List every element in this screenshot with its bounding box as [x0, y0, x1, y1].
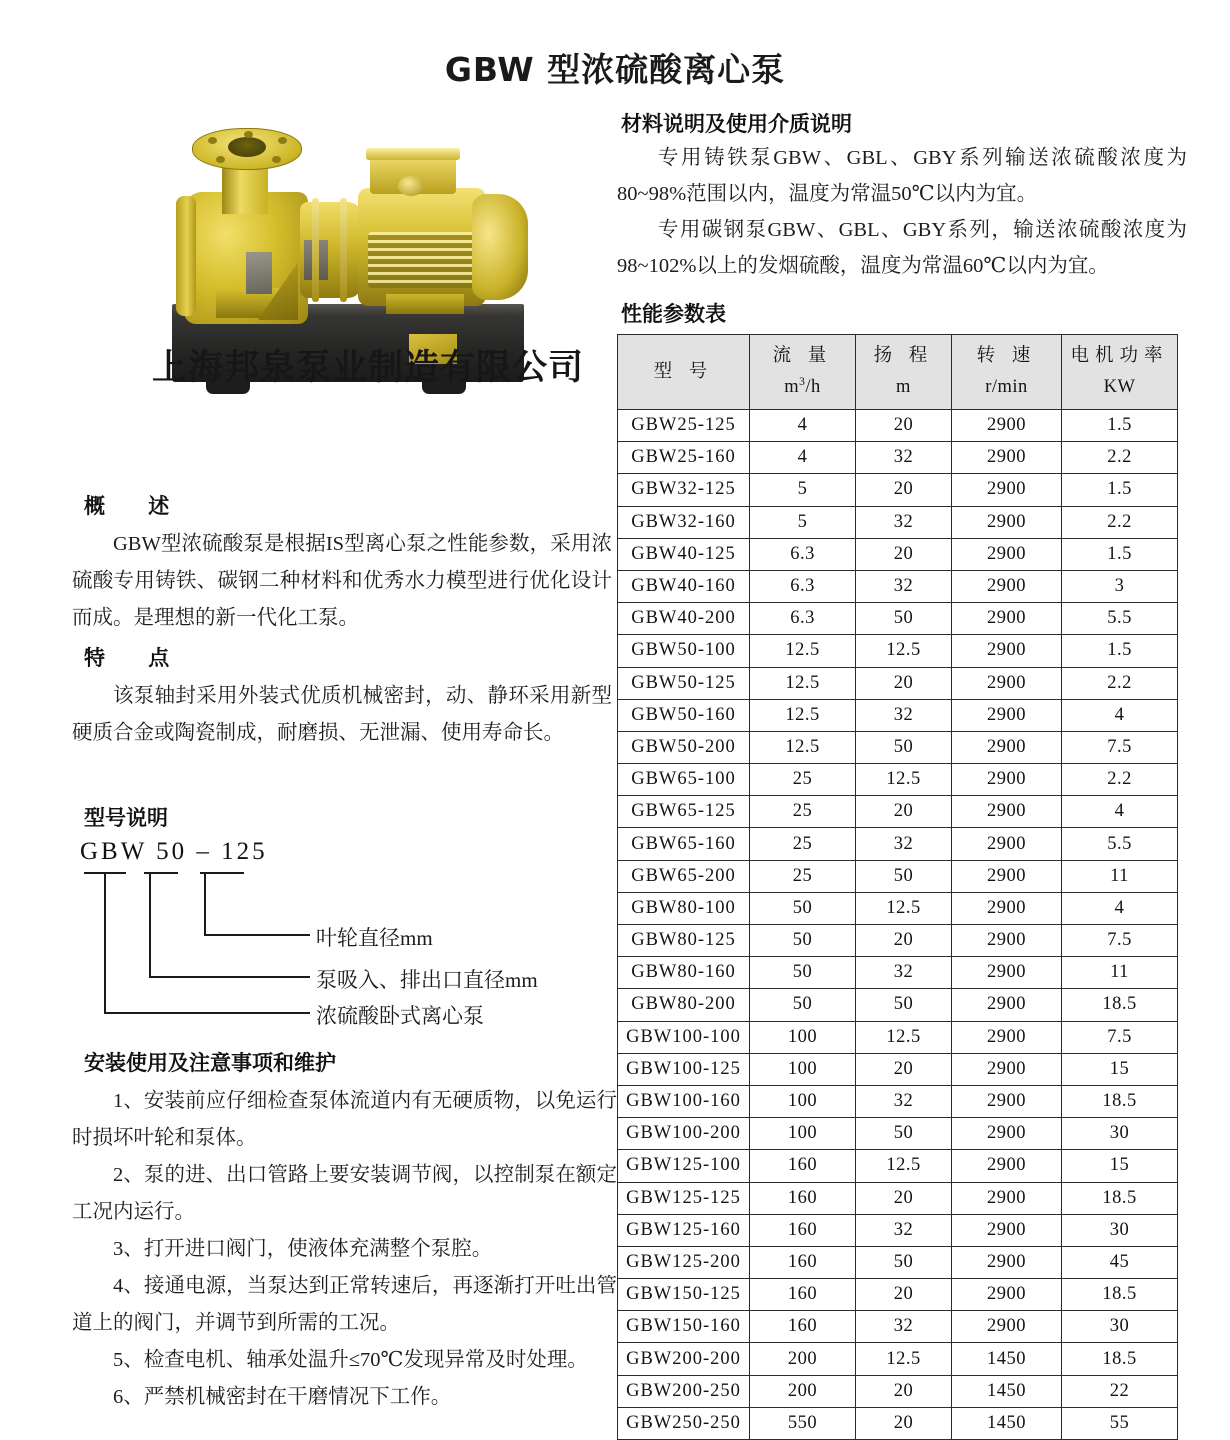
- installation-item: 3、打开进口阀门，使液体充满整个泵腔。: [113, 1238, 493, 1260]
- cell-flow: 25: [750, 828, 856, 860]
- flange-bolt: [278, 137, 287, 144]
- column-title-head: 扬 程: [873, 346, 934, 367]
- column-unit-flow: $m^3/h$: [784, 375, 821, 398]
- table-row: [618, 474, 1178, 506]
- column-title-flow: 流 量: [772, 346, 833, 367]
- cell-model: GBW80-160: [618, 957, 750, 989]
- table-row: [618, 699, 1178, 731]
- table-row: [618, 1407, 1178, 1439]
- flange-bolt: [208, 137, 217, 144]
- column-header-speed: [952, 335, 1062, 410]
- cell-model: GBW80-100: [618, 892, 750, 924]
- table-header-row: [618, 335, 1178, 410]
- cell-head: 20: [856, 474, 952, 506]
- cell-speed: 2900: [952, 957, 1062, 989]
- cell-head: 12.5: [856, 635, 952, 667]
- table-row: [618, 1150, 1178, 1182]
- column-header-power: [1062, 335, 1178, 410]
- cell-speed: 2900: [952, 442, 1062, 474]
- cell-head: 20: [856, 538, 952, 570]
- right-column: [617, 108, 1187, 1440]
- table-row: [618, 1214, 1178, 1246]
- cell-power: 1.5: [1062, 635, 1178, 667]
- cell-model: GBW25-160: [618, 442, 750, 474]
- flange-bolt: [244, 131, 253, 138]
- cell-model: GBW250-250: [618, 1407, 750, 1439]
- cell-head: 20: [856, 1279, 952, 1311]
- cell-flow: 550: [750, 1407, 856, 1439]
- cell-head: 20: [856, 1182, 952, 1214]
- cell-speed: 2900: [952, 764, 1062, 796]
- cell-speed: 2900: [952, 603, 1062, 635]
- cell-power: 18.5: [1062, 1085, 1178, 1117]
- cell-speed: 1450: [952, 1375, 1062, 1407]
- installation-item: 6、严禁机械密封在干磨情况下工作。: [113, 1386, 452, 1408]
- cell-power: 2.2: [1062, 764, 1178, 796]
- cell-flow: 6.3: [750, 603, 856, 635]
- pump-metal-nameplate: [246, 252, 272, 294]
- cell-power: 22: [1062, 1375, 1178, 1407]
- cell-model: GBW65-125: [618, 796, 750, 828]
- model-label-type: 浓硫酸卧式离心泵: [316, 1004, 484, 1028]
- installation-section: [72, 1047, 617, 1416]
- cell-model: GBW125-200: [618, 1246, 750, 1278]
- table-row: [618, 1118, 1178, 1150]
- cell-head: 32: [856, 828, 952, 860]
- cell-speed: 2900: [952, 570, 1062, 602]
- cell-flow: 100: [750, 1053, 856, 1085]
- cell-power: 18.5: [1062, 1182, 1178, 1214]
- cell-flow: 4: [750, 442, 856, 474]
- motor-fan-cover: [472, 194, 528, 300]
- cell-speed: 2900: [952, 1311, 1062, 1343]
- cell-flow: 12.5: [750, 731, 856, 763]
- cell-flow: 200: [750, 1375, 856, 1407]
- cell-head: 32: [856, 957, 952, 989]
- cell-speed: 2900: [952, 860, 1062, 892]
- cell-speed: 2900: [952, 989, 1062, 1021]
- cell-power: 1.5: [1062, 538, 1178, 570]
- cell-speed: 2900: [952, 474, 1062, 506]
- table-row: [618, 1021, 1178, 1053]
- cell-head: 32: [856, 570, 952, 602]
- cell-power: 1.5: [1062, 410, 1178, 442]
- cell-power: 18.5: [1062, 1279, 1178, 1311]
- cell-model: GBW100-200: [618, 1118, 750, 1150]
- cell-speed: 2900: [952, 1085, 1062, 1117]
- model-explanation-section: [72, 802, 612, 1028]
- performance-table-body: [618, 410, 1178, 1440]
- cell-head: 32: [856, 442, 952, 474]
- cell-speed: 2900: [952, 1214, 1062, 1246]
- cell-head: 12.5: [856, 1150, 952, 1182]
- cell-flow: 12.5: [750, 699, 856, 731]
- pump-suction-bore: [228, 137, 266, 157]
- table-row: [618, 667, 1178, 699]
- cell-model: GBW65-100: [618, 764, 750, 796]
- cell-head: 12.5: [856, 764, 952, 796]
- table-row: [618, 925, 1178, 957]
- cell-power: 7.5: [1062, 925, 1178, 957]
- coupling-rib: [340, 198, 347, 302]
- cell-model: GBW200-200: [618, 1343, 750, 1375]
- cell-head: 32: [856, 506, 952, 538]
- page-title: GBW 型浓硫酸离心泵: [444, 50, 786, 89]
- cell-flow: 25: [750, 796, 856, 828]
- table-row: [618, 989, 1178, 1021]
- pump-discharge-flange: [176, 196, 196, 316]
- cell-speed: 2900: [952, 1118, 1062, 1150]
- cell-power: 15: [1062, 1053, 1178, 1085]
- cell-model: GBW80-200: [618, 989, 750, 1021]
- cell-flow: 4: [750, 410, 856, 442]
- cell-power: 45: [1062, 1246, 1178, 1278]
- overview-text: GBW型浓硫酸泵是根据IS型离心泵之性能参数，采用浓硫酸专用铸铁、碳钢二种材料和优秀水力模型进行优化设计而成。是理想的新一代化工泵。: [72, 533, 612, 629]
- cell-speed: 2900: [952, 892, 1062, 924]
- column-title-speed: 转 速: [976, 346, 1037, 367]
- company-watermark: 上海邦泉泵业制造有限公司: [152, 348, 585, 388]
- cell-speed: 1450: [952, 1407, 1062, 1439]
- cell-power: 30: [1062, 1214, 1178, 1246]
- table-row: [618, 796, 1178, 828]
- cell-speed: 2900: [952, 699, 1062, 731]
- cell-head: 20: [856, 925, 952, 957]
- cell-speed: 2900: [952, 1021, 1062, 1053]
- cell-head: 20: [856, 796, 952, 828]
- leader-vertical-port: [149, 872, 151, 976]
- cell-speed: 2900: [952, 731, 1062, 763]
- table-row: [618, 1053, 1178, 1085]
- cell-speed: 2900: [952, 828, 1062, 860]
- cell-flow: 25: [750, 764, 856, 796]
- cell-model: GBW40-125: [618, 538, 750, 570]
- cell-model: GBW50-100: [618, 635, 750, 667]
- cell-power: 4: [1062, 892, 1178, 924]
- installation-heading: 安装使用及注意事项和维护: [84, 1051, 336, 1075]
- model-label-impeller: 叶轮直径mm: [316, 926, 433, 950]
- cell-speed: 2900: [952, 925, 1062, 957]
- cell-flow: 50: [750, 989, 856, 1021]
- material-heading: 材料说明及使用介质说明: [621, 112, 852, 136]
- table-row: [618, 506, 1178, 538]
- cell-head: 50: [856, 1246, 952, 1278]
- cell-model: GBW125-100: [618, 1150, 750, 1182]
- cell-speed: 2900: [952, 538, 1062, 570]
- cell-model: GBW32-160: [618, 506, 750, 538]
- cell-flow: 200: [750, 1343, 856, 1375]
- cell-speed: 1450: [952, 1343, 1062, 1375]
- cell-model: GBW50-160: [618, 699, 750, 731]
- installation-item: 4、接通电源，当泵达到正常转速后，再逐渐打开吐出管道上的阀门，并调节到所需的工况。: [72, 1275, 617, 1334]
- table-row: [618, 635, 1178, 667]
- cell-head: 20: [856, 1375, 952, 1407]
- cell-flow: 160: [750, 1279, 856, 1311]
- cell-power: 2.2: [1062, 506, 1178, 538]
- table-row: [618, 1085, 1178, 1117]
- table-row: [618, 538, 1178, 570]
- column-unit-power: KW: [1103, 377, 1136, 397]
- leader-vertical-impeller: [204, 872, 206, 934]
- cell-speed: 2900: [952, 635, 1062, 667]
- cell-power: 1.5: [1062, 474, 1178, 506]
- cell-flow: 160: [750, 1246, 856, 1278]
- cell-head: 12.5: [856, 892, 952, 924]
- cell-head: 20: [856, 667, 952, 699]
- leader-horizontal-impeller: [204, 934, 310, 936]
- cell-head: 20: [856, 1407, 952, 1439]
- cell-flow: 12.5: [750, 667, 856, 699]
- table-row: [618, 442, 1178, 474]
- table-row: [618, 570, 1178, 602]
- features-text: 该泵轴封采用外装式优质机械密封，动、静环采用新型硬质合金或陶瓷制成，耐磨损、无泄漏、使用寿命长。: [72, 685, 612, 744]
- cell-head: 50: [856, 603, 952, 635]
- cell-head: 12.5: [856, 1343, 952, 1375]
- overview-heading: 概 述: [84, 494, 188, 518]
- cell-power: 15: [1062, 1150, 1178, 1182]
- cell-model: GBW50-200: [618, 731, 750, 763]
- table-row: [618, 410, 1178, 442]
- coupling-rib: [312, 198, 319, 302]
- installation-item: 1、安装前应仔细检查泵体流道内有无硬质物，以免运行时损坏叶轮和泵体。: [72, 1090, 617, 1149]
- cell-power: 11: [1062, 957, 1178, 989]
- code-underline-impeller: [200, 872, 244, 874]
- cell-flow: 12.5: [750, 635, 856, 667]
- cell-model: GBW65-200: [618, 860, 750, 892]
- column-unit-speed: r/min: [985, 377, 1028, 397]
- cell-head: 50: [856, 731, 952, 763]
- cell-head: 32: [856, 1311, 952, 1343]
- column-unit-head: m: [896, 377, 911, 397]
- performance-table-heading: 性能参数表: [621, 302, 726, 326]
- cell-flow: 6.3: [750, 570, 856, 602]
- cell-power: 7.5: [1062, 1021, 1178, 1053]
- table-row: [618, 1182, 1178, 1214]
- leader-horizontal-port: [149, 976, 310, 978]
- table-row: [618, 1343, 1178, 1375]
- cell-head: 50: [856, 989, 952, 1021]
- motor-cooling-fins: [368, 232, 478, 288]
- cell-model: GBW65-160: [618, 828, 750, 860]
- cell-flow: 50: [750, 892, 856, 924]
- table-row: [618, 1246, 1178, 1278]
- cell-speed: 2900: [952, 667, 1062, 699]
- cell-power: 18.5: [1062, 1343, 1178, 1375]
- cell-flow: 25: [750, 860, 856, 892]
- motor-terminal-box-lid: [366, 148, 460, 160]
- cell-head: 20: [856, 1053, 952, 1085]
- cell-power: 4: [1062, 699, 1178, 731]
- motor-support-foot: [386, 294, 464, 314]
- cell-power: 4: [1062, 796, 1178, 828]
- table-row: [618, 1279, 1178, 1311]
- cell-model: GBW150-125: [618, 1279, 750, 1311]
- column-title-model: 型 号: [653, 361, 714, 382]
- cell-head: 12.5: [856, 1021, 952, 1053]
- cell-speed: 2900: [952, 506, 1062, 538]
- cell-power: 18.5: [1062, 989, 1178, 1021]
- table-row: [618, 731, 1178, 763]
- flange-bolt: [216, 156, 225, 163]
- flange-bolt: [272, 156, 281, 163]
- leader-horizontal-type: [104, 1012, 310, 1014]
- cell-model: GBW125-125: [618, 1182, 750, 1214]
- model-number-breakdown-diagram: [72, 838, 602, 1028]
- features-heading: 特 点: [84, 646, 188, 670]
- cell-head: 50: [856, 860, 952, 892]
- cell-flow: 160: [750, 1311, 856, 1343]
- table-row: [618, 1375, 1178, 1407]
- cell-power: 3: [1062, 570, 1178, 602]
- cell-head: 32: [856, 1214, 952, 1246]
- table-row: [618, 1311, 1178, 1343]
- cell-model: GBW100-125: [618, 1053, 750, 1085]
- cell-flow: 5: [750, 474, 856, 506]
- cell-model: GBW50-125: [618, 667, 750, 699]
- cell-flow: 50: [750, 957, 856, 989]
- motor-terminal-knob: [398, 176, 424, 196]
- cell-power: 7.5: [1062, 731, 1178, 763]
- column-title-power: 电机功率: [1070, 346, 1169, 367]
- cell-speed: 2900: [952, 1053, 1062, 1085]
- cell-power: 30: [1062, 1311, 1178, 1343]
- cell-head: 50: [856, 1118, 952, 1150]
- cell-power: 5.5: [1062, 603, 1178, 635]
- cell-model: GBW100-100: [618, 1021, 750, 1053]
- cell-model: GBW100-160: [618, 1085, 750, 1117]
- cell-head: 20: [856, 410, 952, 442]
- cell-model: GBW80-125: [618, 925, 750, 957]
- cell-head: 32: [856, 699, 952, 731]
- features-section: [72, 642, 612, 752]
- overview-section: [72, 490, 612, 637]
- cell-flow: 50: [750, 925, 856, 957]
- table-row: [618, 828, 1178, 860]
- cell-model: GBW40-160: [618, 570, 750, 602]
- cell-speed: 2900: [952, 1279, 1062, 1311]
- cell-speed: 2900: [952, 796, 1062, 828]
- cell-flow: 160: [750, 1214, 856, 1246]
- cell-flow: 6.3: [750, 538, 856, 570]
- cell-speed: 2900: [952, 1150, 1062, 1182]
- table-row: [618, 860, 1178, 892]
- cell-flow: 160: [750, 1182, 856, 1214]
- table-row: [618, 603, 1178, 635]
- cell-flow: 100: [750, 1085, 856, 1117]
- cell-power: 11: [1062, 860, 1178, 892]
- leader-vertical-type: [104, 872, 106, 1012]
- cell-model: GBW125-160: [618, 1214, 750, 1246]
- cell-flow: 160: [750, 1150, 856, 1182]
- installation-item: 2、泵的进、出口管路上要安装调节阀，以控制泵在额定工况内运行。: [72, 1164, 617, 1223]
- material-paragraph: 专用碳钢泵GBW、GBL、GBY系列，输送浓硫酸浓度为98~102%以上的发烟硫酸，温度为常温60℃以内为宜。: [617, 219, 1187, 277]
- material-paragraph: 专用铸铁泵GBW、GBL、GBY系列输送浓硫酸浓度为80~98%范围以内，温度为常温50℃以内为宜。: [617, 147, 1187, 205]
- performance-parameters-table: [617, 334, 1178, 1440]
- cell-model: GBW150-160: [618, 1311, 750, 1343]
- column-header-head: [856, 335, 952, 410]
- cell-model: GBW25-125: [618, 410, 750, 442]
- cell-flow: 100: [750, 1118, 856, 1150]
- cell-model: GBW200-250: [618, 1375, 750, 1407]
- cell-power: 2.2: [1062, 667, 1178, 699]
- table-row: [618, 957, 1178, 989]
- table-row: [618, 764, 1178, 796]
- cell-power: 5.5: [1062, 828, 1178, 860]
- model-code-example: GBW 50 – 125: [80, 838, 268, 865]
- cell-head: 32: [856, 1085, 952, 1117]
- cell-model: GBW32-125: [618, 474, 750, 506]
- table-row: [618, 892, 1178, 924]
- left-column: [62, 112, 617, 1408]
- cell-flow: 100: [750, 1021, 856, 1053]
- cell-speed: 2900: [952, 1182, 1062, 1214]
- column-header-flow: [750, 335, 856, 410]
- cell-flow: 5: [750, 506, 856, 538]
- cell-model: GBW40-200: [618, 603, 750, 635]
- cell-speed: 2900: [952, 1246, 1062, 1278]
- cell-power: 30: [1062, 1118, 1178, 1150]
- cell-power: 55: [1062, 1407, 1178, 1439]
- installation-item: 5、检查电机、轴承处温升≤70℃发现异常及时处理。: [113, 1349, 588, 1371]
- model-label-port: 泵吸入、排出口直径mm: [316, 968, 538, 992]
- model-explanation-heading: 型号说明: [84, 806, 168, 830]
- cell-speed: 2900: [952, 410, 1062, 442]
- cell-power: 2.2: [1062, 442, 1178, 474]
